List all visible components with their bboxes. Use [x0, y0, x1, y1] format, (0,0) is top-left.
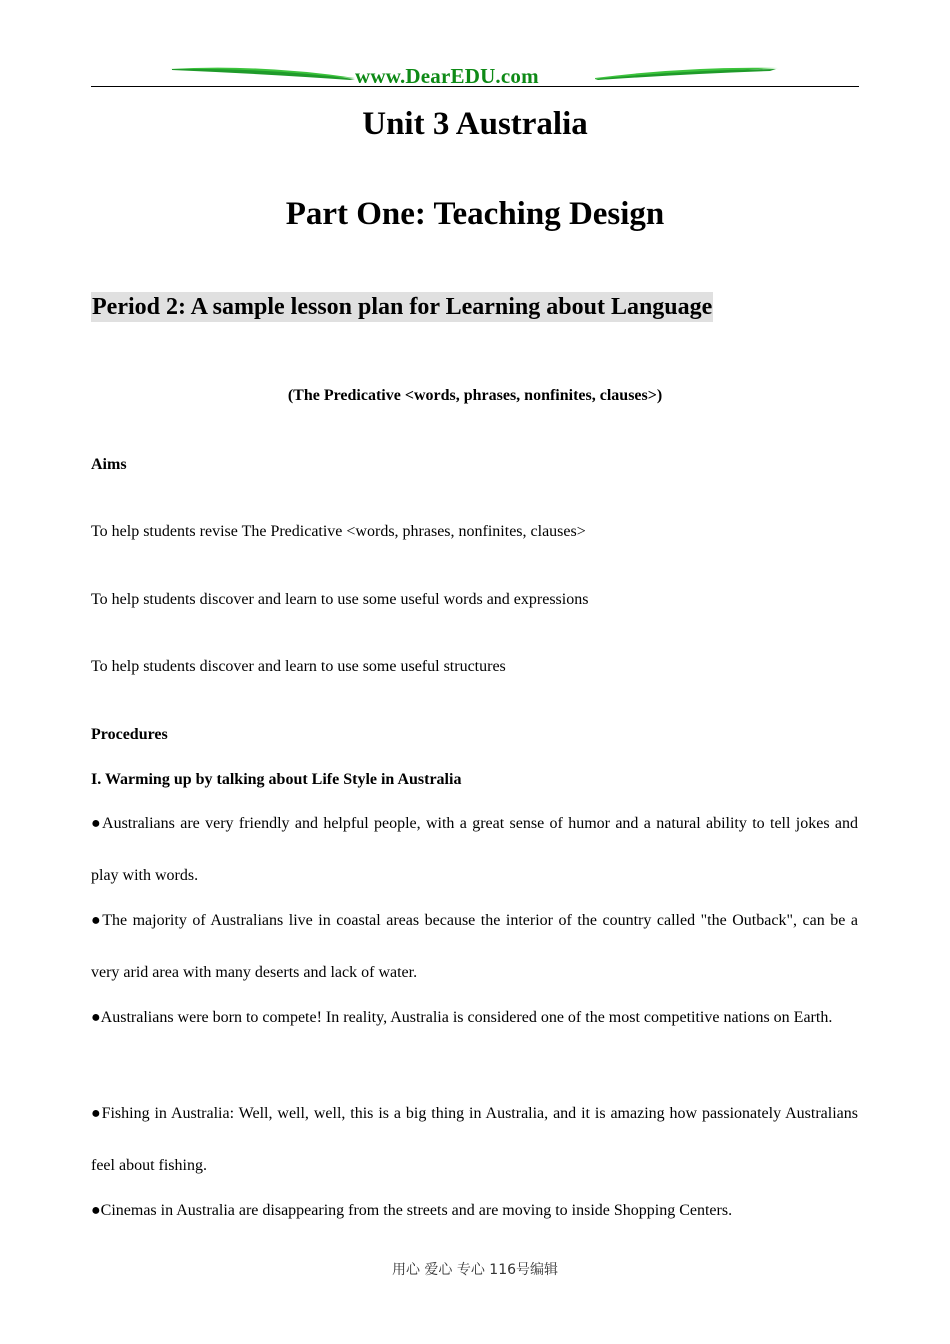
bullet-item: ●Cinemas in Australia are disappearing from the streets and are moving to inside Shopping Centers. [91, 1202, 733, 1219]
aim-item: To help students revise The Predicative <words, phrases, nonfinites, clauses> [91, 523, 586, 540]
bullet-item: ●The majority of Australians live in coastal areas because the interior of the country called "the Outback", can be a very arid area with many deserts and lack of water. [91, 912, 858, 981]
bullet-item: ●Fishing in Australia: Well, well, well, this is a big thing in Australia, and it is amazing how passionately Australians feel about fishing. [91, 1105, 858, 1174]
bullet-item: ●Australians are very friendly and helpful people, with a great sense of humor and a natural ability to tell jokes and play with words. [91, 815, 858, 884]
bullet-item: ●Australians were born to compete! In reality, Australia is considered one of the most competitive nations on Earth. [91, 1009, 833, 1026]
aim-item: To help students discover and learn to use some useful structures [91, 658, 506, 675]
procedures-heading: Procedures [91, 726, 168, 743]
topic-subtitle: (The Predicative <words, phrases, nonfinites, clauses>) [287, 387, 663, 404]
logo-text: www.DearEDU.com [355, 64, 539, 88]
aims-heading: Aims [91, 456, 127, 473]
period-heading: Period 2: A sample lesson plan for Learning about Language [92, 294, 713, 320]
page-title: Unit 3 Australia [362, 106, 588, 142]
aim-item: To help students discover and learn to use some useful words and expressions [91, 591, 589, 608]
part-title: Part One: Teaching Design [285, 196, 665, 232]
step-heading: I. Warming up by talking about Life Style in Australia [91, 771, 462, 788]
page-footer: 用心 爱心 专心 116号编辑 [391, 1262, 559, 1278]
